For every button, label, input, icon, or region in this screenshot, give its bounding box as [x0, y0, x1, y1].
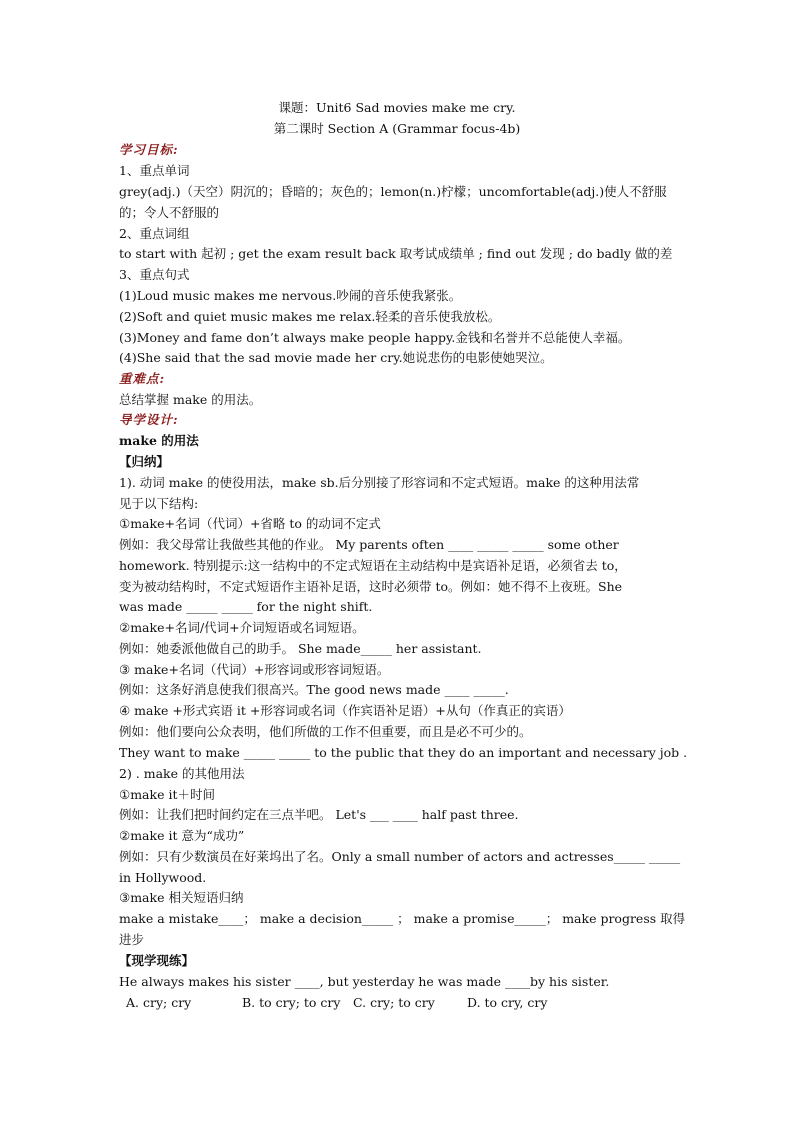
key-sentence-4: (4)She said that the sad movie made her cry.她说悲伤的电影使她哭泣。 — [119, 350, 553, 365]
option-b: B. to cry; to cry — [242, 995, 341, 1010]
key-words-line-1: grey(adj.)（天空）阴沉的；昏暗的；灰色的；lemon(n.)柠檬；uncomfortable(adj.)使人不舒服 — [119, 184, 667, 199]
usage-2-title: ②make+名词/代词+介词短语或名词短语。 — [119, 620, 365, 635]
usage-1-example-2: homework. 特别提示:这一结构中的不定式短语在主动结构中是宾语补足语，必须省去 to， — [119, 558, 627, 573]
key-sentence-3: (3)Money and fame don’t always make people happy.金钱和名誉并不总能使人幸福。 — [119, 330, 631, 345]
practice-options — [126, 994, 678, 1012]
other-usage-1-title: ①make it＋时间 — [119, 787, 215, 802]
keypoints-heading: 重难点: — [119, 371, 166, 386]
usage-3-title: ③ make+名词（代词）+形容词或形容词短语。 — [119, 662, 390, 677]
usage-1-example-1: 例如：我父母常让我做些其他的作业。 My parents often ____ _____ _____ some other — [119, 537, 619, 552]
usage-1-example-4: was made _____ _____ for the night shift. — [119, 599, 373, 614]
key-words-title: 1、重点单词 — [119, 163, 190, 178]
other-usage-1-example: 例如：让我们把时间约定在三点半吧。 Let's ___ ____ half past three. — [119, 807, 519, 822]
key-phrases-line: to start with 起初 ; get the exam result back 取考试成绩单 ; find out 发现 ; do badly 做的差 — [119, 246, 673, 261]
usage-3-example: 例如：这条好消息使我们很高兴。The good news made ____ _____. — [119, 682, 509, 697]
option-a: A. cry; cry — [126, 995, 192, 1010]
other-usage-3-title: ③make 相关短语归纳 — [119, 890, 244, 905]
keypoints-text: 总结掌握 make 的用法。 — [119, 392, 262, 407]
key-words-line-2: 的；令人不舒服的 — [119, 205, 220, 220]
usage-intro-line-1: 1). 动词 make 的使役用法，make sb.后分别接了形容词和不定式短语。make 的这种用法常 — [119, 475, 640, 490]
phrases-line-2: 进步 — [119, 932, 145, 947]
lesson-subtitle: 第二课时 Section A (Grammar focus-4b) — [273, 121, 521, 136]
key-sentence-2: (2)Soft and quiet music makes me relax.轻柔的音乐使我放松。 — [119, 309, 501, 324]
lesson-title: 课题：Unit6 Sad movies make me cry. — [278, 100, 516, 115]
guide-heading: 导学设计: — [119, 412, 179, 427]
summary-label: 【归纳】 — [119, 454, 170, 469]
usage-2-example: 例如：她委派他做自己的助手。 She made_____ her assistant. — [119, 641, 482, 656]
usage-intro-line-2: 见于以下结构: — [119, 496, 199, 511]
other-usage-2-example-1: 例如：只有少数演员在好莱坞出了名。Only a small number of actors and actresses_____ _____ — [119, 849, 681, 864]
key-sentences-title: 3、重点句式 — [119, 267, 190, 282]
other-usage-2-example-2: in Hollywood. — [119, 870, 207, 885]
usage-1-example-3: 变为被动结构时，不定式短语作主语补足语，这时必须带 to。例如：她不得不上夜班。She — [119, 579, 623, 594]
practice-label: 【现学现练】 — [119, 953, 195, 968]
practice-question: He always makes his sister ____, but yesterday he was made ____by his sister. — [119, 974, 610, 989]
objectives-heading: 学习目标: — [119, 142, 179, 157]
usage-4-example-2: They want to make _____ _____ to the public that they do an important and necessary job . — [119, 745, 688, 760]
usage-4-title: ④ make +形式宾语 it +形容词或名词（作宾语补足语）+从句（作真正的宾语） — [119, 703, 571, 718]
option-c: C. cry; to cry — [353, 995, 435, 1010]
usage-1-title: ①make+名词（代词）+省略 to 的动词不定式 — [119, 516, 381, 531]
usage-4-example-1: 例如：他们要向公众表明，他们所做的工作不但重要，而且是必不可少的。 — [119, 724, 532, 739]
guide-topic: make 的用法 — [119, 433, 199, 448]
phrases-line-1: make a mistake____； make a decision_____ ； make a promise_____； make progress 取得 — [119, 911, 686, 926]
option-d: D. to cry, cry — [467, 995, 548, 1010]
other-usages-title: 2) . make 的其他用法 — [119, 766, 245, 781]
key-phrases-title: 2、重点词组 — [119, 226, 190, 241]
key-sentence-1: (1)Loud music makes me nervous.吵闹的音乐使我紧张。 — [119, 288, 462, 303]
other-usage-2-title: ②make it 意为“成功” — [119, 828, 245, 843]
